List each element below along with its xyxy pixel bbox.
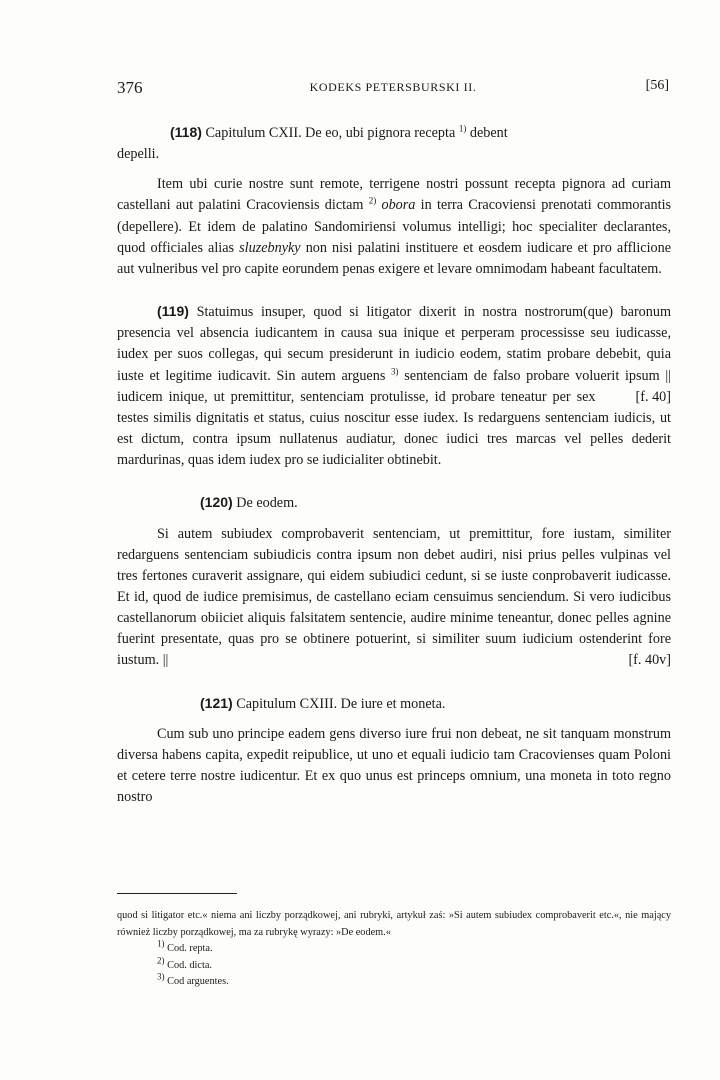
text-run-italic: sluzebnyky [239,239,301,256]
text-run: iudicem inique, ut premittitur, sentenciam protulisse, id probare teneatur per sex testes similis dignitatis et status, cuius noscitur esse iudex. Is redarguens sentenciam iudicis, ut est dictum, contra ipsum nullatenus audiatur, donec iudici tres marcas vel pelles dederit mardurinas, quas idem iudex pro se iudicialiter obtinebit. [117,388,671,469]
text-run: in terra Cracoviensi prenotati commorantis (depellere). Et idem de palatino Sandomiriensi volumus intelligi; hoc specialiter declarantes, quod officiales alias [117,197,672,256]
footnote-ref: 1) [458,123,467,134]
folio-marker: [56] [645,78,669,93]
paragraph [117,524,671,672]
page-number: 376 [117,78,143,97]
text-run: sentenciam de falso probare voluerit ipsum || [404,367,672,384]
footnote [117,971,671,991]
heading-text: De eodem. [236,495,298,512]
text-run: non nisi palatini instituere et eosdem iudicare et pro afflicione aut vulneribus vel pro capite eorundem penas exigere et levare omnimodam habeant facultatem. [117,239,672,277]
footnote-text: Cod arguentes. [167,976,229,988]
text-run: Si autem subiudex comprobaverit sentenciam, ut premittitur, fore iustam, similiter redarguens sentenciam subiudicis contra ipsum non debet audiri, nisi prius pelles vulpinas vel tres fertones curaverit assignare, qui eidem subiudici cedunt, si se iuste conprobaverit iudicasse. Et id, quod de iudice premisimus, de castellano eciam censuimus senciendum. Si vero iudicibus castellanorum obiiciet aliquis falsitatem sentencie, audire minime teneantur, donec pelles agnine fuerint presentate, quas pro se obtinere potuerint, si similiter suum iudicium ostenderint fore iustum. || [117,525,671,669]
footnote-divider [117,893,237,894]
section-number: (118) [170,124,202,140]
main-text [117,122,671,808]
footnote [117,938,671,958]
folio-marker: [f. 40] [635,388,671,405]
section-number: (119) [157,303,189,320]
footnotes [117,908,671,991]
section-number: (120) [200,494,233,511]
section-heading [117,693,671,715]
section-121 [117,693,671,809]
text-run: Item ubi curie nostre sunt remote, terrigene nostri possunt recepta pignora ad curiam castellani aut palatini Cracoviensis dictam [117,176,671,214]
section-118 [117,122,671,280]
paragraph [117,301,671,471]
footnote-mark: 1) [157,938,165,949]
footnote-ref: 3) [391,365,399,376]
section-heading [117,492,671,514]
folio-marker: [f. 40v] [628,652,671,669]
footnote-mark: 2) [157,955,165,966]
footnote-text: Cod. dicta. [167,959,212,971]
paragraph: Cum sub uno principe eadem gens diverso iure frui non debeat, ne sit tanquam monstrum diversa habens capita, expedit reipublice, ut uno et equali iudicio tam Cracovienses quam Poloni et cetere terre nostre iudicentur. Et ex quo unus est princeps omnium, una moneta in toto regno nostro [117,725,671,806]
running-title: KODEKS PETERSBURSKI II. [309,80,477,94]
running-header [117,78,669,100]
heading-text-l2: depelli. [117,146,160,163]
heading-text: Capitulum CXII. De eo, ubi pignora recepta [205,125,456,141]
section-number: (121) [200,694,233,711]
paragraph [117,174,671,280]
heading-text-end: debent [469,125,508,141]
footnote-ref: 2) [368,195,377,206]
footnote-text: Cod. repta. [167,943,213,955]
footnote-mark: 3) [157,971,165,982]
section-heading [117,122,671,165]
section-119 [117,301,671,471]
heading-text: Capitulum CXIII. De iure et moneta. [236,695,446,712]
text-run: Statuimus insuper, quod si litigator dixerit in nostra nostrorum(que) baronum presencia vel absencia iudicantem in causa sua inique et perperam processisse seu iudicasse, iudex per suos collegas, qui secum presiderunt in iudicio eodem, statim probare debebit, quia iuste et legitime iudicavit. Sin autem arguens [117,304,672,384]
section-120 [117,492,671,671]
footnote-intro: quod si litigator etc.« niema ani liczby porządkowej, ani rubryki, artykuł zaś: »Si autem subiudex comprobaverit etc.«, nie mający również liczby porządkowej, ma za rubrykę wyrazy: »De eodem.« [117,910,671,938]
footnote [117,955,671,975]
text-run-italic: obora [381,197,416,214]
